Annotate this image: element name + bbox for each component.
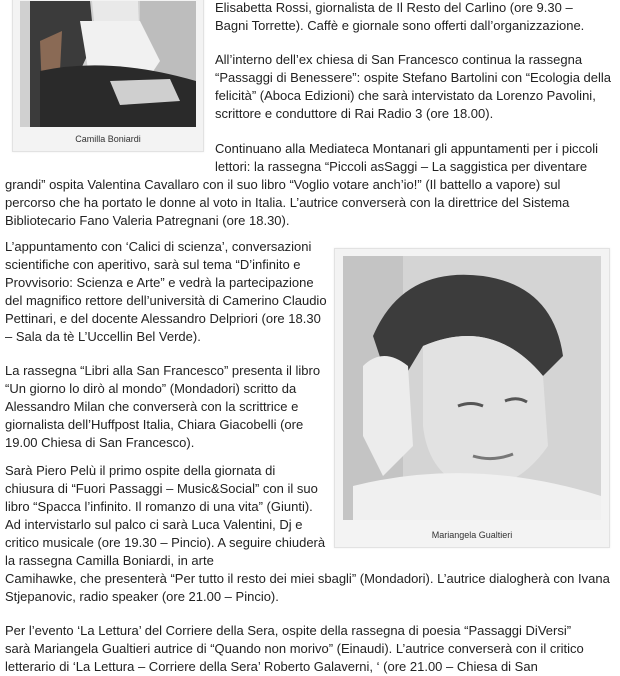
paragraph: Sarà Piero Pelù il primo ospite della giornata di chiusura di “Fuori Passaggi – Music&Social” con il suo libro “Spacca l’infinito. Il romanzo di una vita” (Giunti). Ad intervistarlo sul palco ci sarà Luca Valentini, Dj e critico musicale (ore 19.30 – Pincio). A seguire chiuderà la rassegna Camilla Boniardi, in arte [5, 463, 326, 568]
paragraph: Continuano alla Mediateca Montanari gli appuntamenti per i piccoli lettori: la rassegna “Piccoli asSaggi – La saggistica per diventare [215, 141, 599, 174]
portrait-image [343, 256, 601, 520]
photo-card-mariangela-gualtieri [334, 248, 610, 548]
paragraph-line: Elisabetta Rossi, giornalista de Il Resto del Carlino (ore 9.30 – [215, 0, 573, 15]
paragraph-line: letterario di ‘La Lettura – Corriere della Sera’ Roberto Galaverni, ‘ (ore 21.00 – Chiesa di San [5, 659, 538, 674]
paragraph: La rassegna “Libri alla San Francesco” presenta il libro “Un giorno lo dirò al mondo” (Mondadori) scritto da Alessandro Milan che converserà con la scrittrice e giornalista dell’Huffpost Italia, Chiara Giacobelli (ore 19.00 Chiesa di San Francesco). [5, 363, 321, 450]
photo-camilla-boniardi [20, 1, 196, 127]
photo-caption: Mariangela Gualtieri [431, 530, 513, 540]
paragraph: All’interno dell’ex chiesa di San Francesco continua la rassegna “Passaggi di Benessere”: ospite Stefano Bartolini con “Ecologia della felicità” (Aboca Edizioni) che sarà intervistato da Lorenzo Pavolini, scrittore e conduttore di Rai Radio 3 (ore 18.00). [215, 52, 612, 121]
paragraph-line: Per l’evento ‘La Lettura’ del Corriere della Sera, ospite della rassegna di poesia “Passaggi DiVersi” [5, 623, 572, 638]
paragraph: L’appuntamento con ‘Calici di scienza’, conversazioni scientifiche con aperitivo, sarà sul tema “D’infinito e Provvisorio: Scienza e Arte” e vedrà la partecipazione del magnifico rettore dell’università di Camerino Claudio Pettinari, e del docente Alessandro Delpriori (ore 18.30 – Sala da tè L’Uccellin Bel Verde). [5, 239, 327, 344]
paragraph: grandi” ospita Valentina Cavallaro con il suo libro “Voglio votare anch’io!” (Il battello a vapore) sul percorso che ha portato le donne al voto in Italia. L’autrice converserà con la direttrice del Sistema Bibliotecario Fano Valeria Patregnani (ore 18.30). [5, 177, 570, 228]
photo-card-camilla-boniardi [12, 0, 204, 152]
paragraph-line: sarà Mariangela Gualtieri autrice di “Quando non morivo” (Einaudi). L’autrice converserà con il critico [5, 641, 584, 656]
photo-caption: Camilla Boniardi [75, 134, 141, 144]
paragraph-line: Bagni Torrette). Caffè e giornale sono offerti dall’organizzazione. [215, 18, 585, 33]
photo-mariangela-gualtieri [343, 256, 601, 520]
portrait-image [20, 1, 196, 127]
paragraph: Camihawke, che presenterà “Per tutto il resto dei miei sbagli” (Mondadori). L’autrice dialogherà con Ivana Stjepanovic, radio speaker (ore 21.00 – Pincio). [5, 571, 610, 604]
